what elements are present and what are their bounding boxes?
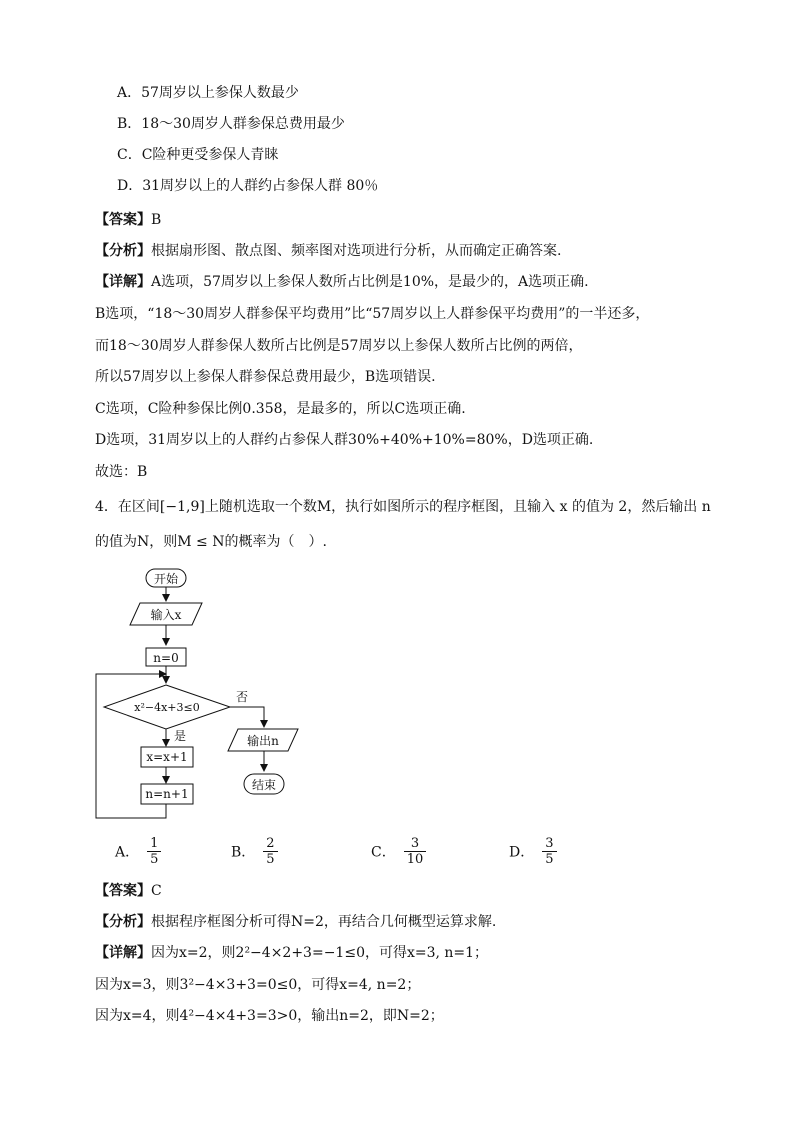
choice-label: C． — [371, 844, 396, 861]
q3-conclusion: 故选：B — [95, 464, 148, 480]
detail-text: 因为x=2，则2²−4×2+3=−1≤0，可得x=3, n=1； — [151, 945, 489, 961]
q4-analysis — [95, 912, 496, 932]
end-label: 结束 — [251, 778, 277, 792]
denominator: 5 — [150, 852, 159, 867]
answer-tag: 【答案】 — [95, 883, 151, 899]
q4-choice-a — [115, 836, 161, 867]
q3-detail-b2: 而18～30周岁人群参保人数所占比例是57周岁以上参保人数所占比例的两倍， — [95, 338, 583, 354]
q4-detail-1 — [95, 943, 488, 963]
detail-tag: 【详解】 — [95, 274, 151, 290]
no-label: 否 — [235, 690, 249, 704]
q4-detail-2: 因为x=3，则3²−4×3+3=0≤0，可得x=4, n=2； — [95, 977, 421, 993]
q4-choice-b — [231, 836, 278, 867]
q3-detail-b: B选项，“18～30周岁人群参保平均费用”比“57周岁以上人群参保平均费用”的一半还多， — [95, 306, 650, 322]
output-label: 输出n — [247, 734, 279, 748]
q3-detail-c: C选项，C险种参保比例0.358，是最多的，所以C选项正确. — [95, 401, 466, 417]
numerator: 3 — [542, 836, 556, 852]
choice-label: B． — [231, 844, 256, 861]
choice-label: D． — [509, 844, 535, 861]
q3-detail-d: D选项，31周岁以上的人群约占参保人群30%+40%+10%=80%，D选项正确. — [95, 432, 594, 448]
detail-text: A选项，57周岁以上参保人数所占比例是10%，是最少的，A选项正确. — [151, 274, 589, 290]
q3-detail-b3: 所以57周岁以上参保人群参保总费用最少，B选项错误. — [95, 369, 436, 385]
choice-fraction — [263, 836, 277, 867]
analysis-tag: 【分析】 — [95, 914, 151, 930]
flowchart — [90, 563, 390, 825]
condition-label: x²−4x+3≤0 — [134, 701, 200, 714]
numerator: 2 — [263, 836, 277, 852]
denominator: 5 — [266, 852, 275, 867]
q3-analysis — [95, 241, 561, 261]
q4-choice-d — [509, 836, 557, 867]
choice-fraction — [404, 836, 427, 867]
q3-option-b: B．18～30周岁人群参保总费用最少 — [117, 116, 345, 132]
choice-fraction — [542, 836, 556, 867]
q4-detail-3: 因为x=4，则4²−4×4+3=3>0，输出n=2，即N=2； — [95, 1008, 444, 1024]
input-label: 输入x — [150, 608, 182, 622]
q4-stem-line1: 4．在区间[−1,9]上随机选取一个数M，执行如图所示的程序框图，且输入 x 的值为 2，然后输出 n — [95, 499, 711, 515]
q4-stem-line2: 的值为N，则M ≤ N的概率为（ ）. — [95, 534, 327, 550]
detail-tag: 【详解】 — [95, 945, 151, 961]
denominator: 10 — [406, 852, 424, 867]
init-label: n=0 — [153, 651, 179, 665]
denominator: 5 — [545, 852, 554, 867]
step2-label: n=n+1 — [145, 787, 189, 801]
answer-value: C — [151, 883, 162, 899]
answer-value: B — [151, 212, 162, 228]
q3-option-a: A．57周岁以上参保人数最少 — [117, 85, 299, 101]
q3-detail-a — [95, 272, 589, 292]
answer-tag: 【答案】 — [95, 212, 151, 228]
q4-choice-c — [371, 836, 426, 867]
analysis-text: 根据程序框图分析可得N=2，再结合几何概型运算求解. — [151, 914, 497, 930]
yes-label: 是 — [173, 729, 187, 743]
q3-answer — [95, 210, 161, 230]
step1-label: x=x+1 — [146, 750, 188, 764]
q3-option-d: D．31周岁以上的人群约占参保人群 80％ — [117, 178, 379, 194]
start-label: 开始 — [153, 572, 179, 586]
numerator: 1 — [147, 836, 161, 852]
numerator: 3 — [404, 836, 427, 852]
choice-label: A． — [115, 844, 140, 861]
analysis-tag: 【分析】 — [95, 243, 151, 259]
q4-answer — [95, 881, 162, 901]
q3-option-c: C．C险种更受参保人青睐 — [117, 147, 279, 163]
analysis-text: 根据扇形图、散点图、频率图对选项进行分析，从而确定正确答案. — [151, 243, 562, 259]
choice-fraction — [147, 836, 161, 867]
